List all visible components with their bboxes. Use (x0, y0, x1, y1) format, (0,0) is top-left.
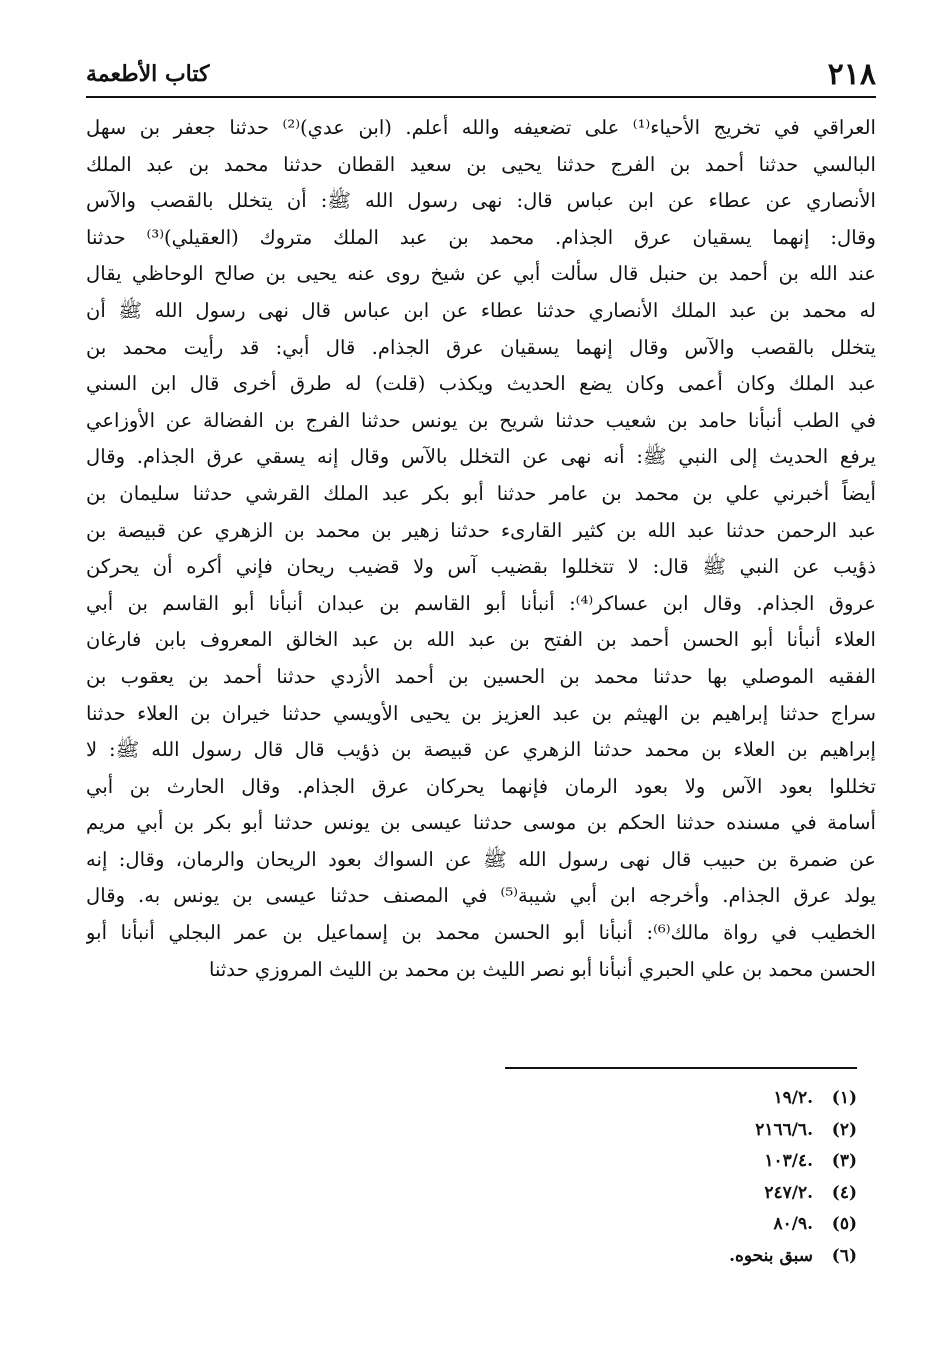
page-number: ٢١٨ (827, 57, 876, 92)
footnote-number: (١) (831, 1088, 857, 1108)
footnote-text: .٢٤٧/٢ (764, 1182, 813, 1203)
footnote (457, 1241, 857, 1273)
text-line: الفقيه الموصلي بها حدثنا محمد بن الحسين بن أحمد الأزدي حدثنا أحمد بن يعقوب بن (86, 664, 876, 688)
footnote-number: (٤) (831, 1182, 857, 1203)
text-line: ذؤيب عن النبي ﷺ قال: لا تتخللوا بقضيب آس ولا قضيب ريحان فإني أكره أن يحركن (86, 555, 876, 579)
text-line: عند الله بن أحمد بن حنبل قال سألت أبي عن شيخ روى عنه يحيى بن صالح الوحاظي يقال (86, 262, 876, 286)
text-line: العراقي في تخريج الأحياء⁽¹⁾ على تضعيفه والله أعلم. (ابن عدي)⁽²⁾ حدثنا جعفر بن سهل (86, 116, 876, 139)
text-line: تخللوا بعود الآس ولا بعود الرمان فإنهما يحركان عرق الجذام. وقال الحارث بن أبي (86, 774, 876, 798)
text-line: في الطب أنبأنا حامد بن شعيب حدثنا شريح بن يونس حدثنا الفرج بن الفضالة عن الأوزاعي (86, 408, 876, 432)
text-line: أسامة في مسنده حدثنا الحكم بن موسى حدثنا عيسى بن يونس حدثنا أبو بكر بن أبي مريم (86, 811, 876, 835)
footnote-number: (٣) (831, 1151, 857, 1172)
text-line: يتخلل بالقصب والآس وقال إنهما يسقيان عرق الجذام. قال أبي: قد رأيت محمد بن (86, 335, 876, 359)
footnote (457, 1178, 857, 1210)
footnote-number: (٥) (831, 1214, 857, 1235)
footnote-number: (٢) (831, 1119, 857, 1140)
main-text (86, 110, 876, 988)
text-line: الخطيب في رواة مالك⁽⁶⁾: أنبأنا أبو الحسن محمد بن إسماعيل بن عمر البجلي أنبأنا أبو (86, 921, 876, 945)
footnote-text: .١٠٣/٤ (764, 1151, 813, 1172)
text-line: البالسي حدثنا أحمد بن الفرج حدثنا يحيى بن سعيد القطان حدثنا محمد بن عبد الملك (86, 152, 876, 176)
footnote-text: .٨٠/٩ (773, 1214, 813, 1235)
text-line: عبد الرحمن حدثنا عبد الله بن كثير القارىء حدثنا زهير بن محمد بن الزهري عن قبيصة بن (86, 518, 876, 542)
footnotes-list (457, 1083, 857, 1273)
footnote (457, 1083, 857, 1115)
text-line: العلاء أنبأنا أبو الحسن أحمد بن الفتح بن عبد الله بن عبد الخالق المعروف بابن فارغان (86, 628, 876, 652)
text-line: الحسن محمد بن علي الحبري أنبأنا أبو نصر الليث بن محمد بن الليث المروزي حدثنا (208, 957, 876, 981)
footnote (457, 1115, 857, 1147)
text-line: أيضاً أخبرني علي بن محمد بن عامر حدثنا أبو بكر عبد الملك القرشي حدثنا سليمان بن (86, 481, 876, 505)
footnote (457, 1146, 857, 1178)
text-line: يرفع الحديث إلى النبي ﷺ: أنه نهى عن التخلل بالآس وقال إنه يسقي عرق الجذام. وقال (86, 445, 876, 469)
footnote-text: سبق بنحوه. (729, 1245, 813, 1266)
text-line: عبد الملك وكان أعمى وكان يضع الحديث ويكذب (قلت) له طرق أخرى قال ابن السني (86, 372, 876, 396)
book-title: كتاب الأطعمة (86, 61, 210, 87)
footnote-divider (505, 1067, 857, 1069)
footnote-text: .٢١٦٦/٦ (755, 1119, 813, 1140)
footnote-text: .١٩/٢ (773, 1088, 813, 1108)
text-line: يولد عرق الجذام. وأخرجه ابن أبي شيبة⁽⁵⁾ في المصنف حدثنا عيسى بن يونس به. وقال (86, 884, 876, 908)
text-line: عروق الجذام. وقال ابن عساكر⁽⁴⁾: أنبأنا أبو القاسم بن عبدان أنبأنا أبو القاسم بن أبي (86, 591, 876, 615)
text-line: سراج حدثنا إبراهيم بن الهيثم بن عبد العزيز بن يحيى الأويسي حدثنا خيران بن العلاء حدثنا (86, 701, 876, 725)
text-line: وقال: إنهما يسقيان عرق الجذام. محمد بن عبد الملك متروك (العقيلي)⁽³⁾ حدثنا (86, 225, 876, 249)
text-line: عن ضمرة بن حبيب قال نهى رسول الله ﷺ عن السواك بعود الريحان والرمان، وقال: إنه (86, 847, 876, 871)
footnote (457, 1209, 857, 1241)
page-header (86, 52, 876, 98)
text-line: له محمد بن عبد الملك الأنصاري حدثنا عطاء عن ابن عباس قال نهى رسول الله ﷺ أن (86, 298, 876, 322)
text-line: الأنصاري عن عطاء عن ابن عباس قال: نهى رسول الله ﷺ: أن يتخلل بالقصب والآس (86, 189, 876, 213)
footnote-number: (٦) (831, 1245, 857, 1266)
text-line: إبراهيم بن العلاء بن محمد حدثنا الزهري عن قبيصة بن ذؤيب قال قال رسول الله ﷺ: لا (86, 738, 876, 762)
